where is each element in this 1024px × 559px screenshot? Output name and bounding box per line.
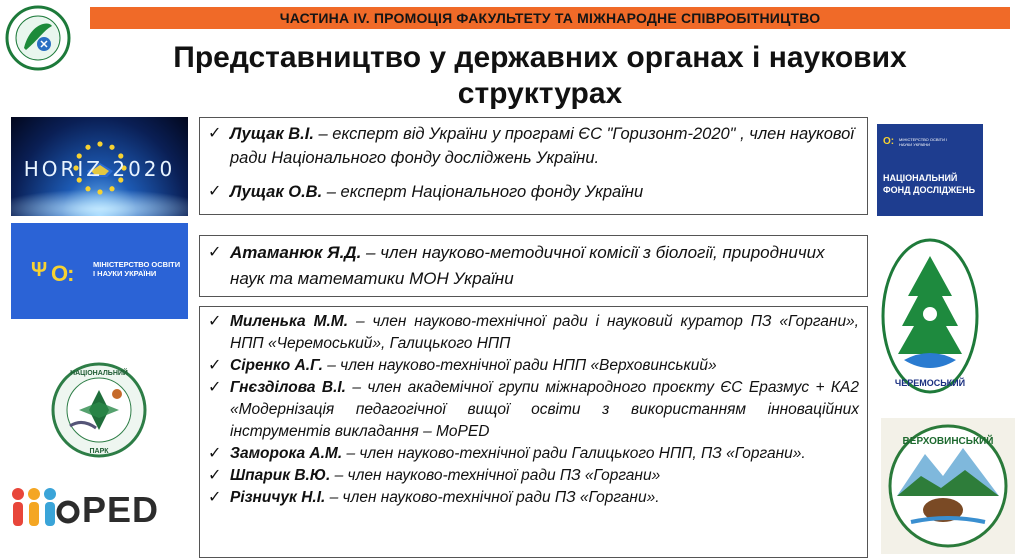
svg-text:НАЦІОНАЛЬНИЙ: НАЦІОНАЛЬНИЙ — [70, 370, 128, 377]
check-icon: ✓ — [208, 467, 222, 484]
eu-star — [85, 186, 90, 191]
check-icon: ✓ — [208, 445, 222, 462]
ministry-mark: О: — [51, 261, 74, 286]
person-role: – член науково-методичної комісії з біології, природничих наук та математики МОН України — [230, 243, 825, 288]
person-role: – член академічної групи міжнародного проєкту ЄС Еразмус + КА2 «Модернізація педагогічної вищої освіти з використанням інноваційних інструментів викладання – MoPED — [230, 379, 859, 440]
person-name: Миленька М.М. — [230, 313, 349, 330]
person-role: – член науково-технічної ради Галицького НПП, ПЗ «Горгани». — [342, 445, 806, 462]
nrf-mark: О: — [883, 136, 895, 147]
moped-text: PED — [82, 489, 160, 530]
ministry-logo — [11, 223, 188, 319]
experts-box — [199, 117, 868, 215]
list-item — [208, 311, 859, 355]
cheremosh-park-emblem — [880, 236, 980, 396]
check-icon: ✓ — [208, 183, 222, 200]
check-icon: ✓ — [208, 125, 222, 142]
svg-text:ЧЕРЕМОСЬКИЙ: ЧЕРЕМОСЬКИЙ — [894, 378, 966, 388]
check-icon: ✓ — [208, 313, 222, 330]
eu-star — [109, 145, 114, 150]
person-name: Лущак В.І. — [230, 125, 314, 143]
verkhovyna-park-emblem — [881, 418, 1015, 554]
horizon-2020-image — [11, 117, 188, 216]
person-name: Атаманюк Я.Д. — [230, 243, 362, 262]
list-item — [208, 180, 859, 204]
page-title: Представництво у державних органах і наукових структурах — [173, 41, 907, 110]
list-item — [208, 465, 859, 487]
person-name: Різничук Н.І. — [230, 489, 326, 506]
horizon-text: HORIZ 2020 — [23, 157, 176, 181]
trident-icon: Ψ — [31, 259, 48, 281]
person-role: – член науково-технічної ради НПП «Верховинський» — [322, 357, 717, 374]
list-item — [208, 355, 859, 377]
svg-text:ВЕРХОВИНСЬКИЙ: ВЕРХОВИНСЬКИЙ — [902, 436, 994, 447]
nrf-logo — [877, 124, 983, 216]
person-role: – член науково-технічної ради і науковий куратор ПЗ «Горгани», НПП «Черемоський», Галицького НПП — [230, 313, 859, 352]
list-item — [208, 240, 859, 292]
list-item — [208, 487, 859, 509]
person-role: – експерт від України у програмі ЄС "Горизонт-2020" , член наукової ради Національного фонду досліджень України. — [230, 125, 854, 167]
moped-logo — [10, 484, 180, 534]
eu-star — [97, 189, 102, 194]
people-icon — [10, 484, 82, 534]
person-name: Гнєзділова В.І. — [230, 379, 346, 396]
check-icon: ✓ — [208, 489, 222, 506]
section-header: ЧАСТИНА IV. ПРОМОЦІЯ ФАКУЛЬТЕТУ ТА МІЖНАРОДНЕ СПІВРОБІТНИЦТВО — [90, 7, 1010, 29]
person-role: – член науково-технічної ради ПЗ «Горгани». — [325, 489, 660, 506]
eu-star — [97, 141, 102, 146]
person-role: – експерт Національного фонду України — [322, 183, 644, 201]
person-name: Сіренко А.Г. — [230, 357, 323, 374]
ministry-text: МІНІСТЕРСТВО ОСВІТИ І НАУКИ УКРАЇНИ — [93, 260, 181, 278]
faculty-logo — [4, 4, 72, 72]
check-icon: ✓ — [208, 357, 222, 374]
eu-star — [85, 145, 90, 150]
ministry-commission-box — [199, 235, 868, 297]
person-name: Заморока А.М. — [230, 445, 343, 462]
person-name: Лущак О.В. — [230, 183, 323, 201]
list-item — [208, 377, 859, 443]
galician-park-emblem — [40, 360, 158, 460]
eu-star — [109, 186, 114, 191]
list-item — [208, 122, 859, 170]
person-role: – член науково-технічної ради ПЗ «Горгани» — [330, 467, 661, 484]
parks-councils-box — [199, 306, 868, 558]
person-name: Шпарик В.Ю. — [230, 467, 331, 484]
check-icon: ✓ — [208, 244, 222, 261]
svg-text:ПАРК: ПАРК — [89, 448, 109, 455]
nrf-ministry-text: МІНІСТЕРСТВО ОСВІТИ І НАУКИ УКРАЇНИ — [899, 137, 948, 147]
nrf-text: НАЦІОНАЛЬНИЙ ФОНД ДОСЛІДЖЕНЬ — [883, 173, 976, 195]
check-icon: ✓ — [208, 379, 222, 396]
list-item — [208, 443, 859, 465]
